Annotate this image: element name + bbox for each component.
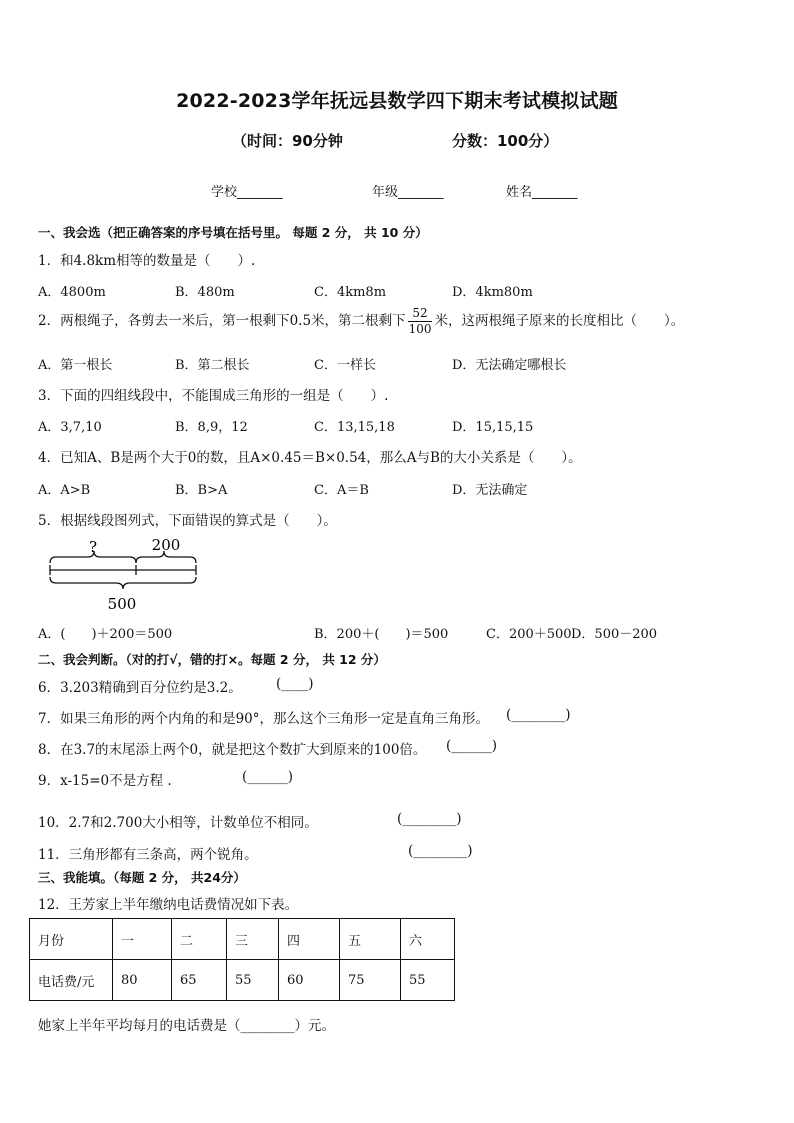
q1-option-b[interactable]: B．480m (175, 285, 235, 300)
q4-option-b[interactable]: B．B>A (175, 483, 228, 498)
question-2 (38, 306, 684, 337)
table-row (30, 960, 455, 1001)
question-2-text-a: 2．两根绳子，各剪去一米后，第一根剩下0.5米，第二根剩下 (38, 313, 406, 329)
fraction-52-100 (408, 306, 433, 337)
q5-option-a[interactable]: A．( )＋200＝500 (38, 627, 173, 642)
judge-8: 8．在3.7的末尾添上两个0，就是把这个数扩大到原来的100倍。 (38, 742, 427, 758)
section-2-heading: 二、我会判断。（对的打√，错的打×。每题 2 分， 共 12 分） (38, 652, 386, 667)
fraction-denominator: 100 (408, 322, 432, 336)
q4-option-a[interactable]: A．A>B (38, 483, 91, 498)
question-2-text-b: 米，这两根绳子原来的长度相比（ ）。 (434, 313, 685, 329)
diagram-value-200: 200 (151, 536, 181, 554)
q3-option-a[interactable]: A．3,7,10 (38, 420, 102, 435)
section-3-heading: 三、我能填。（每题 2 分， 共24分） (38, 870, 246, 885)
table-cell: 六 (401, 919, 455, 960)
judge-11-blank[interactable]: (________) (408, 843, 473, 859)
q5-option-d[interactable]: D．500－200 (571, 627, 658, 642)
q4-option-d[interactable]: D．无法确定 (452, 483, 528, 498)
table-row (30, 919, 455, 960)
q3-option-c[interactable]: C．13,15,18 (314, 420, 395, 435)
q5-option-c[interactable]: C．200＋500 (486, 627, 572, 642)
table-cell: 55 (227, 960, 279, 1001)
table-cell: 55 (401, 960, 455, 1001)
table-cell: 一 (113, 919, 172, 960)
name-field[interactable]: 姓名_______ (506, 185, 578, 200)
q1-option-a[interactable]: A．4800m (38, 285, 106, 300)
q3-option-b[interactable]: B．8,9，12 (175, 420, 248, 435)
table-cell: 80 (113, 960, 172, 1001)
judge-7-blank[interactable]: (________) (506, 707, 571, 723)
table-cell: 月份 (30, 919, 113, 960)
table-cell: 60 (279, 960, 340, 1001)
judge-8-blank[interactable]: (______) (446, 738, 498, 754)
judge-6: 6．3.203精确到百分位约是3.2。 (38, 680, 242, 696)
page-title: 2022-2023学年抚远县数学四下期末考试模拟试题 (176, 90, 618, 112)
judge-9-blank[interactable]: (______) (242, 769, 294, 785)
school-field[interactable]: 学校_______ (211, 185, 283, 200)
fraction-numerator: 52 (408, 306, 433, 322)
q5-option-b[interactable]: B．200＋( )＝500 (314, 627, 449, 642)
q2-option-c[interactable]: C．一样长 (314, 358, 376, 373)
q3-option-d[interactable]: D．15,15,15 (452, 420, 534, 435)
q1-option-d[interactable]: D．4km80m (452, 285, 533, 300)
judge-9: 9．x-15=0不是方程 . (38, 773, 172, 789)
question-12: 12．王芳家上半年缴纳电话费情况如下表。 (38, 897, 299, 913)
judge-7: 7．如果三角形的两个内角的和是90°，那么这个三角形一定是直角三角形。 (38, 711, 490, 727)
judge-10: 10．2.7和2.700大小相等，计数单位不相同。 (38, 815, 318, 831)
table-cell: 65 (172, 960, 227, 1001)
question-5: 5．根据线段图列式，下面错误的算式是（ ）。 (38, 513, 337, 529)
table-cell: 五 (340, 919, 401, 960)
question-12-fill: 她家上半年平均每月的电话费是（________）元。 (38, 1018, 335, 1034)
phone-fee-table (29, 918, 455, 1001)
q2-option-b[interactable]: B．第二根长 (175, 358, 250, 373)
table-cell: 75 (340, 960, 401, 1001)
section-1-heading: 一、我会选（把正确答案的序号填在括号里。 每题 2 分， 共 10 分） (38, 225, 428, 240)
question-4: 4．已知A、B是两个大于0的数，且A×0.45＝B×0.54，那么A与B的大小关系是（ ）。 (38, 450, 582, 466)
diagram-question-mark: ? (88, 538, 98, 556)
diagram-value-500: 500 (107, 595, 137, 613)
judge-11: 11．三角形都有三条高，两个锐角。 (38, 847, 258, 863)
q4-option-c[interactable]: C．A＝B (314, 483, 369, 498)
segment-diagram (38, 535, 208, 617)
table-cell: 二 (172, 919, 227, 960)
question-3: 3．下面的四组线段中，不能围成三角形的一组是（ ）. (38, 388, 389, 404)
table-cell: 四 (279, 919, 340, 960)
q2-option-a[interactable]: A．第一根长 (38, 358, 113, 373)
judge-10-blank[interactable]: (________) (397, 811, 462, 827)
q2-option-d[interactable]: D．无法确定哪根长 (452, 358, 567, 373)
exam-score: 分数：100分） (452, 132, 559, 150)
table-cell: 三 (227, 919, 279, 960)
table-cell: 电话费/元 (30, 960, 113, 1001)
exam-time: （时间：90分钟 (232, 132, 343, 150)
grade-field[interactable]: 年级_______ (372, 185, 444, 200)
q1-option-c[interactable]: C．4km8m (314, 285, 387, 300)
question-1: 1．和4.8km相等的数量是（ ）. (38, 253, 256, 269)
judge-6-blank[interactable]: (____) (276, 676, 314, 692)
brace-500 (50, 577, 196, 589)
